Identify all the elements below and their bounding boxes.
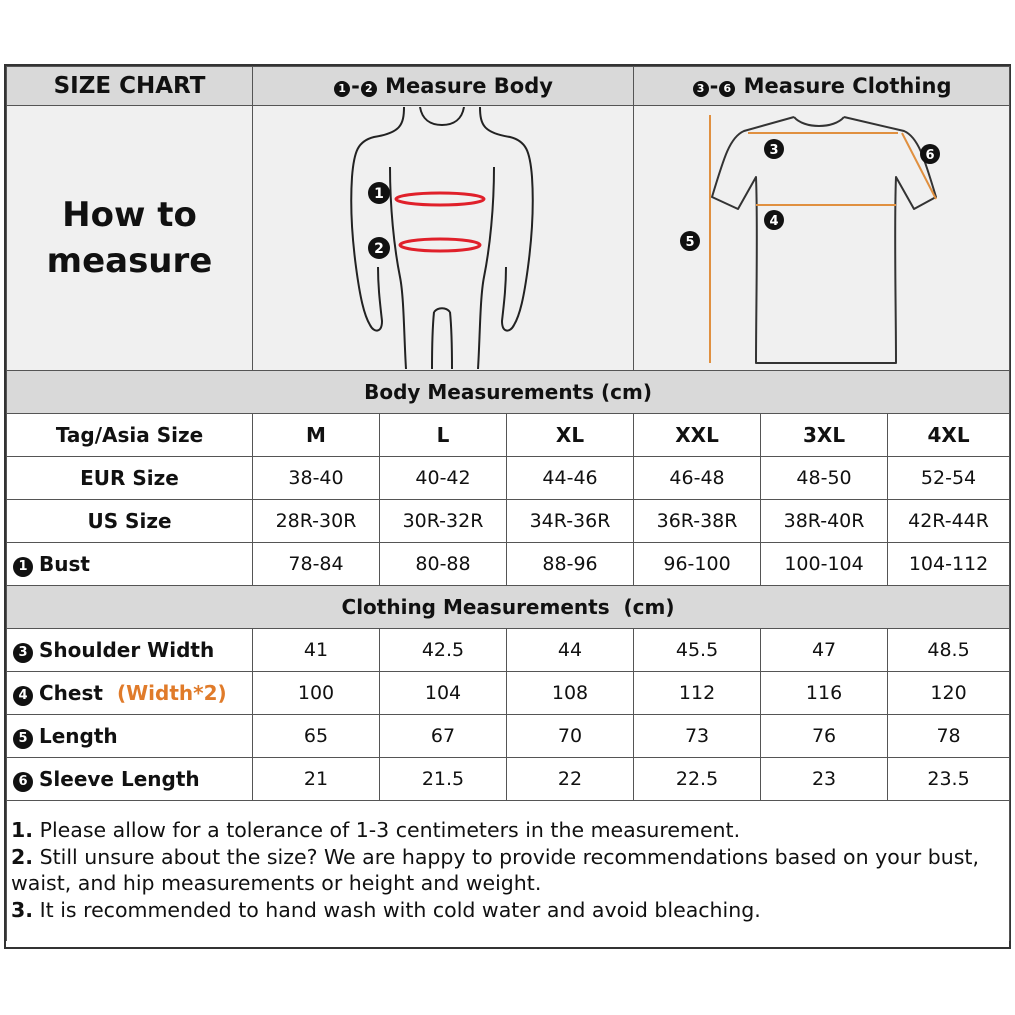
notes-row xyxy=(7,801,1010,942)
body-marker-1-text: 1 xyxy=(374,186,384,202)
value-cell: 23.5 xyxy=(888,758,1010,801)
shirt-marker-3-text: 3 xyxy=(769,143,779,158)
measure-body-title: Measure Body xyxy=(385,74,553,98)
size-cell: 4XL xyxy=(888,414,1010,457)
value-cell: 44-46 xyxy=(507,457,634,500)
shirt-marker-5 xyxy=(680,231,700,251)
size-cell: M xyxy=(253,414,380,457)
value-cell: 104-112 xyxy=(888,543,1010,586)
value-cell: 73 xyxy=(634,715,761,758)
value-cell: 108 xyxy=(507,672,634,715)
clothing-section-title: Clothing Measurements (cm) xyxy=(7,586,1010,629)
measure-clothing-header: 3 - 6 Measure Clothing xyxy=(634,67,1010,106)
chest-row xyxy=(7,672,1010,715)
note-text: It is recommended to hand wash with cold water and avoid bleaching. xyxy=(39,897,761,922)
value-cell: 28R-30R xyxy=(253,500,380,543)
body-marker-2 xyxy=(368,237,390,259)
note-item xyxy=(11,817,1005,844)
value-cell: 36R-38R xyxy=(634,500,761,543)
value-cell: 78-84 xyxy=(253,543,380,586)
value-cell: 48.5 xyxy=(888,629,1010,672)
size-cell: XXL xyxy=(634,414,761,457)
bust-label-cell xyxy=(7,543,253,586)
note-item xyxy=(11,844,1005,897)
us-size-row xyxy=(7,500,1010,543)
how-to-line1: How to xyxy=(62,195,197,235)
measure-clothing-title: Measure Clothing xyxy=(743,74,952,98)
value-cell: 44 xyxy=(507,629,634,672)
shirt-diagram-cell xyxy=(634,106,1010,371)
value-cell: 80-88 xyxy=(380,543,507,586)
row-label: US Size xyxy=(7,500,253,543)
note-number: 3. xyxy=(11,897,34,922)
notes-cell xyxy=(7,801,1010,942)
value-cell: 22 xyxy=(507,758,634,801)
measure-body-header: 1 - 2 Measure Body xyxy=(253,67,634,106)
size-cell: L xyxy=(380,414,507,457)
value-cell: 67 xyxy=(380,715,507,758)
shirt-marker-6-text: 6 xyxy=(925,148,935,163)
step-marker: 6 xyxy=(719,81,735,97)
row-label: EUR Size xyxy=(7,457,253,500)
row-label: Bust xyxy=(39,551,90,576)
body-silhouette-diagram xyxy=(254,107,632,369)
value-cell: 22.5 xyxy=(634,758,761,801)
length-label-cell xyxy=(7,715,253,758)
sleeve-row xyxy=(7,758,1010,801)
size-cell: XL xyxy=(507,414,634,457)
bust-marker: 1 xyxy=(13,557,33,577)
size-chart-title: SIZE CHART xyxy=(7,67,253,106)
value-cell: 48-50 xyxy=(761,457,888,500)
value-cell: 38-40 xyxy=(253,457,380,500)
value-cell: 21.5 xyxy=(380,758,507,801)
value-cell: 21 xyxy=(253,758,380,801)
value-cell: 120 xyxy=(888,672,1010,715)
chest-note: (Width*2) xyxy=(116,680,227,705)
value-cell: 34R-36R xyxy=(507,500,634,543)
length-marker: 5 xyxy=(13,729,33,749)
value-cell: 65 xyxy=(253,715,380,758)
step-marker: 3 xyxy=(693,81,709,97)
value-cell: 30R-32R xyxy=(380,500,507,543)
value-cell: 42R-44R xyxy=(888,500,1010,543)
value-cell: 76 xyxy=(761,715,888,758)
shoulder-row xyxy=(7,629,1010,672)
eur-size-row xyxy=(7,457,1010,500)
value-cell: 100 xyxy=(253,672,380,715)
chest-label-cell xyxy=(7,672,253,715)
note-number: 1. xyxy=(11,818,34,842)
value-cell: 116 xyxy=(761,672,888,715)
step-marker: 2 xyxy=(361,81,377,97)
diagram-row xyxy=(7,106,1010,371)
clothing-section-row xyxy=(7,586,1010,629)
sleeve-line xyxy=(902,133,936,199)
note-number: 2. xyxy=(11,844,34,869)
body-marker-2-text: 2 xyxy=(374,241,384,257)
shoulder-marker: 3 xyxy=(13,643,33,663)
row-label: Chest xyxy=(39,680,103,705)
value-cell: 52-54 xyxy=(888,457,1010,500)
waist-line xyxy=(400,239,480,251)
value-cell: 45.5 xyxy=(634,629,761,672)
body-section-title: Body Measurements (cm) xyxy=(7,371,1010,414)
value-cell: 100-104 xyxy=(761,543,888,586)
value-cell: 23 xyxy=(761,758,888,801)
bust-row xyxy=(7,543,1010,586)
size-chart-table xyxy=(6,66,1010,941)
value-cell: 41 xyxy=(253,629,380,672)
sleeve-label-cell xyxy=(7,758,253,801)
row-label: Sleeve Length xyxy=(39,766,200,791)
chest-marker: 4 xyxy=(13,686,33,706)
tag-size-row xyxy=(7,414,1010,457)
value-cell: 42.5 xyxy=(380,629,507,672)
how-to-measure xyxy=(7,106,253,371)
row-label: Shoulder Width xyxy=(39,637,215,662)
value-cell: 40-42 xyxy=(380,457,507,500)
shirt-marker-5-text: 5 xyxy=(685,235,695,250)
value-cell: 112 xyxy=(634,672,761,715)
bust-line xyxy=(396,193,484,205)
body-marker-1 xyxy=(368,182,390,204)
value-cell: 96-100 xyxy=(634,543,761,586)
step-marker: 1 xyxy=(334,81,350,97)
value-cell: 47 xyxy=(761,629,888,672)
note-text: Still unsure about the size? We are happy to provide recommendations based on your bust, waist, and hip measurements or height and weight. xyxy=(11,844,979,895)
chart-header-row xyxy=(7,67,1010,106)
body-diagram-cell xyxy=(253,106,634,371)
shirt-marker-6 xyxy=(920,144,940,164)
note-item xyxy=(11,897,1005,924)
size-cell: 3XL xyxy=(761,414,888,457)
sleeve-marker: 6 xyxy=(13,772,33,792)
note-text: Please allow for a tolerance of 1-3 centimeters in the measurement. xyxy=(39,818,741,842)
shirt-marker-3 xyxy=(764,139,784,159)
shoulder-label-cell xyxy=(7,629,253,672)
how-to-line2: measure xyxy=(46,241,213,281)
value-cell: 46-48 xyxy=(634,457,761,500)
body-section-row xyxy=(7,371,1010,414)
value-cell: 70 xyxy=(507,715,634,758)
row-label: Length xyxy=(39,723,118,748)
tshirt-diagram xyxy=(634,107,1010,369)
size-chart xyxy=(4,64,1011,949)
shirt-marker-4 xyxy=(764,210,784,230)
length-row xyxy=(7,715,1010,758)
shirt-marker-4-text: 4 xyxy=(769,214,779,229)
value-cell: 88-96 xyxy=(507,543,634,586)
value-cell: 78 xyxy=(888,715,1010,758)
value-cell: 104 xyxy=(380,672,507,715)
value-cell: 38R-40R xyxy=(761,500,888,543)
row-label: Tag/Asia Size xyxy=(7,414,253,457)
